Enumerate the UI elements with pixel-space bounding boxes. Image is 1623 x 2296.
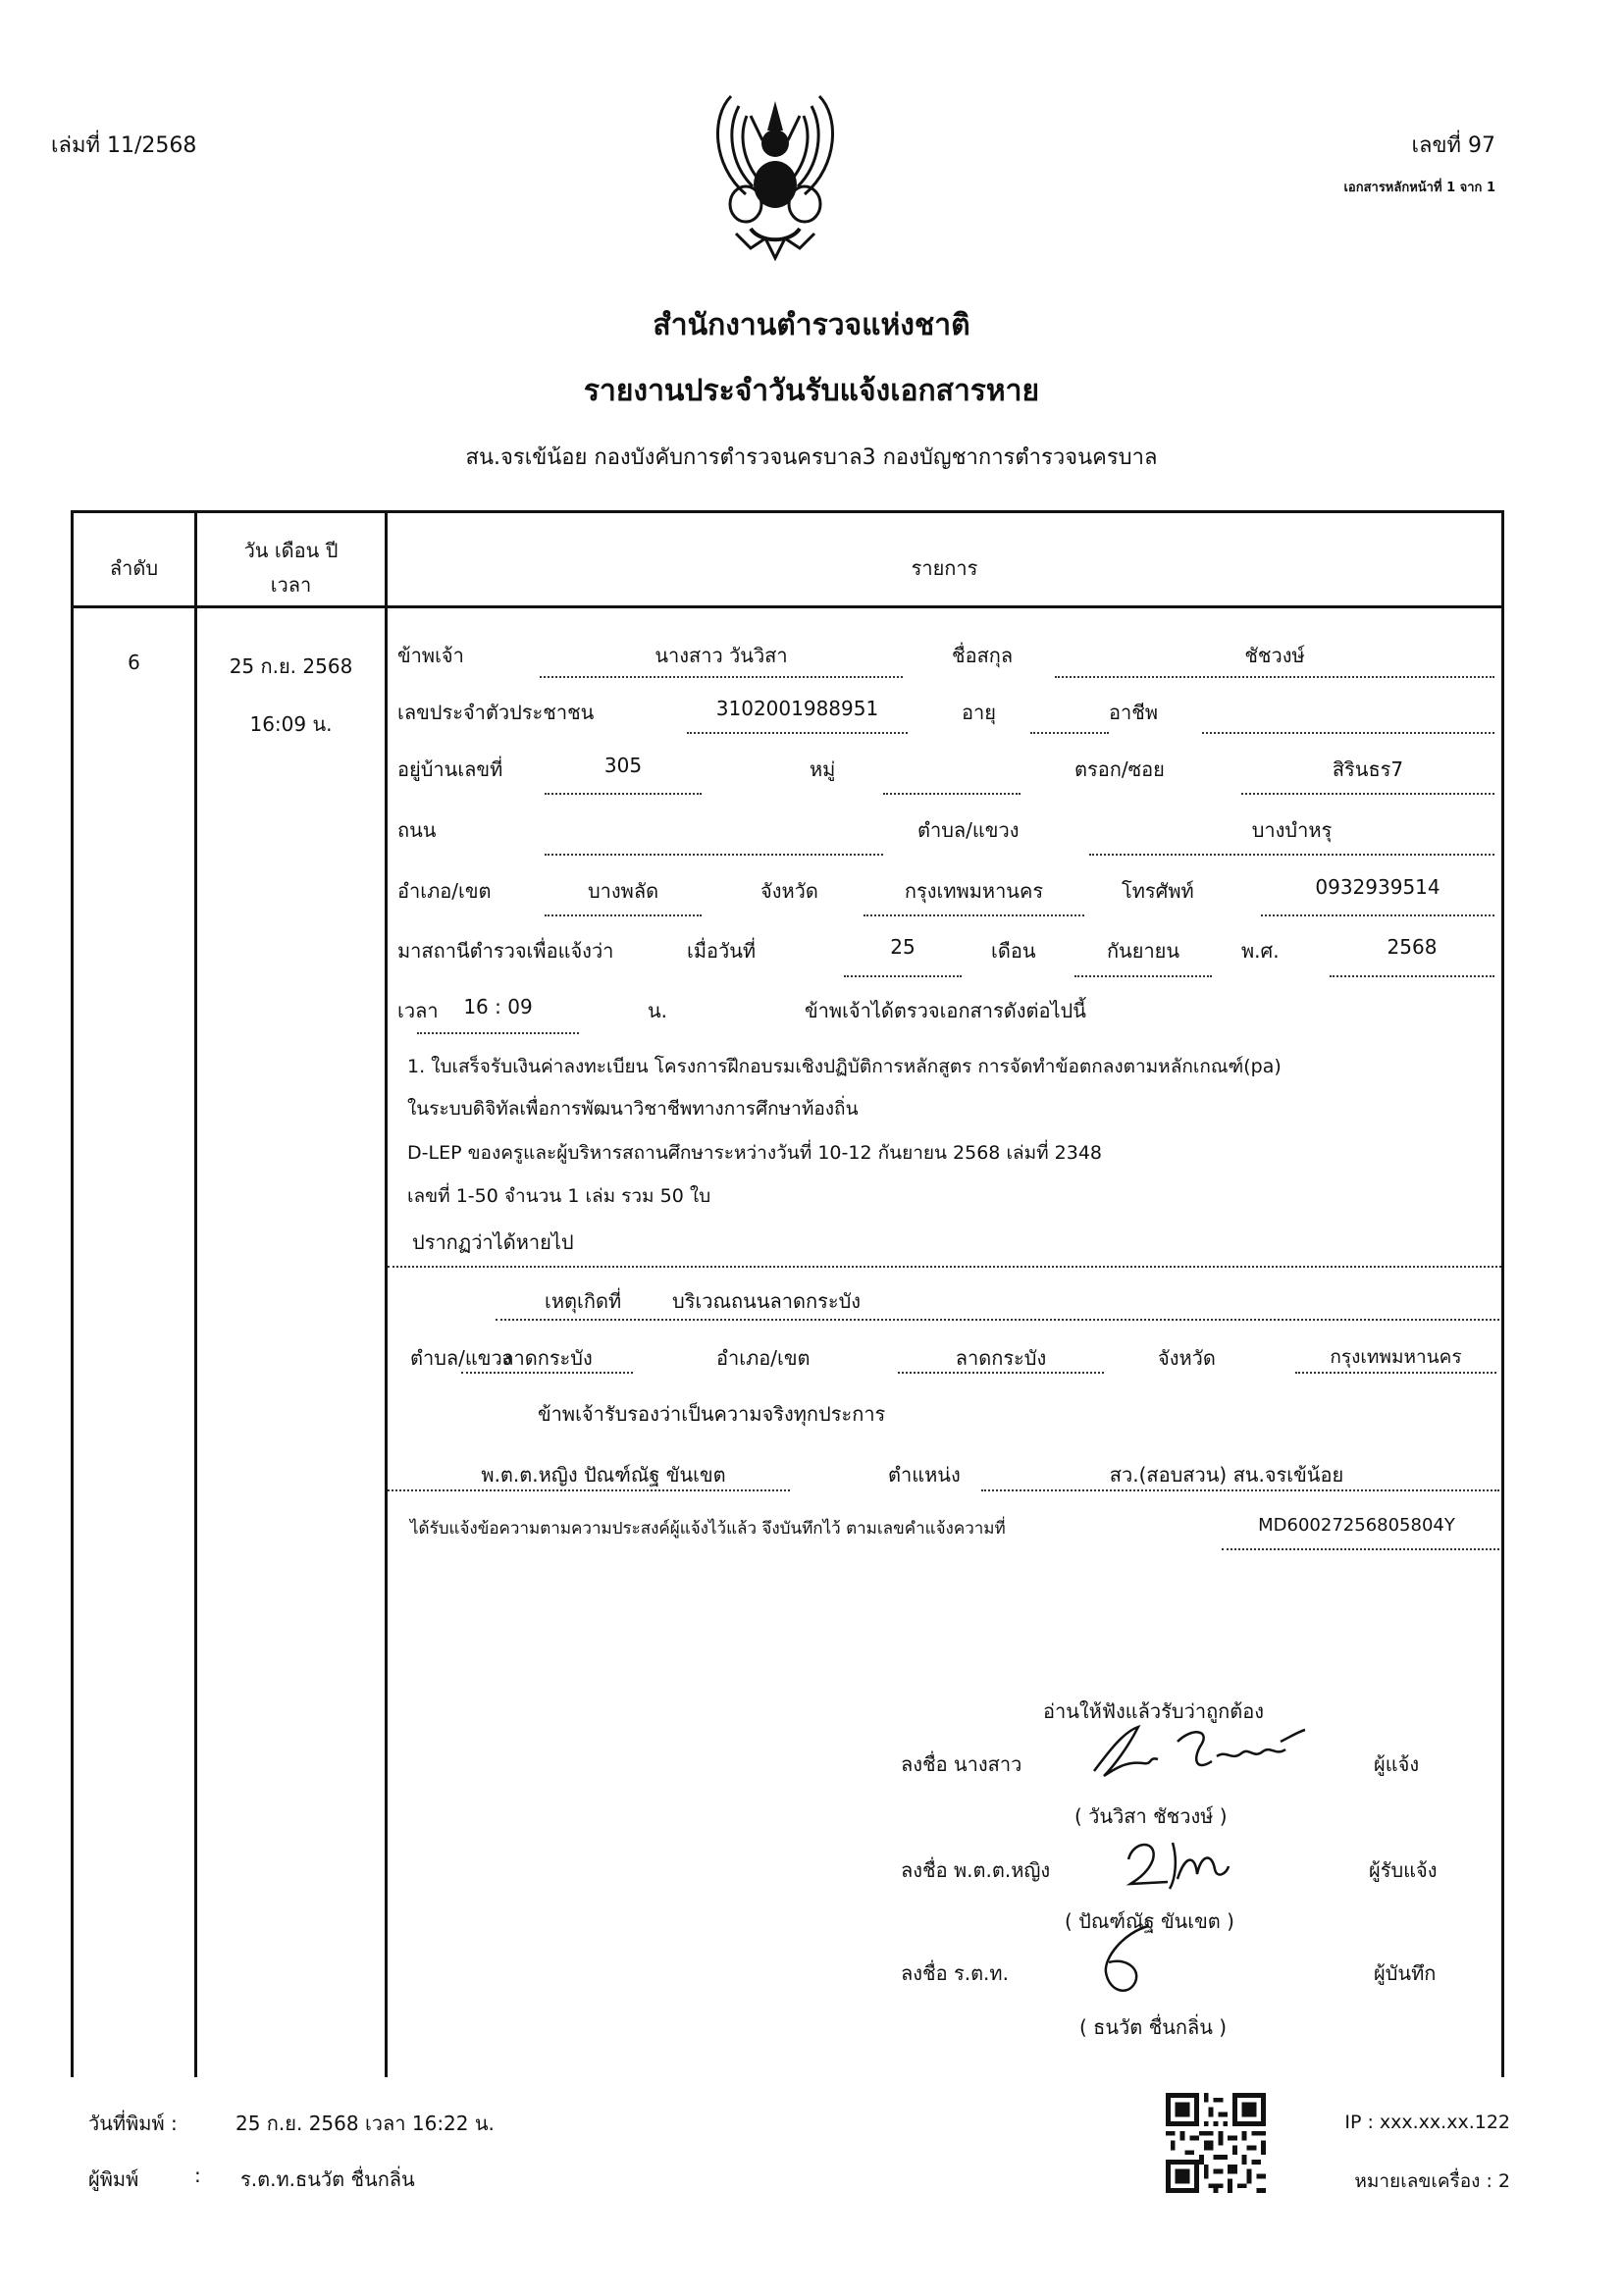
underline-surname bbox=[1055, 676, 1494, 678]
sig1-label: ลงชื่อ นางสาว bbox=[901, 1752, 1022, 1776]
underline-id bbox=[687, 732, 908, 734]
underline-time bbox=[417, 1032, 579, 1034]
machine-number: หมายเลขเครื่อง : 2 bbox=[1354, 2170, 1510, 2192]
label-on-date: เมื่อวันที่ bbox=[687, 939, 757, 963]
item-line: D-LEP ของครูและผู้บริหารสถานศึกษาระหว่างวันที่ 10-12 กันยายน 2568 เล่มที่ 2348 bbox=[407, 1142, 1103, 1164]
label-position: ตำแหน่ง bbox=[888, 1463, 961, 1487]
signature-1-icon bbox=[1084, 1722, 1320, 1781]
printer-separator: : bbox=[194, 2164, 201, 2187]
lost-text: ปรากฏว่าได้หายไป bbox=[412, 1230, 574, 1254]
divider-dotted bbox=[388, 1266, 1501, 1268]
field-subdistrict: บางบำหรุ bbox=[1251, 818, 1333, 842]
field-inc-province: กรุงเทพมหานคร bbox=[1330, 1346, 1462, 1368]
book-number: เล่มที่ 11/2568 bbox=[51, 133, 197, 158]
label-time: เวลา bbox=[397, 999, 439, 1022]
underline-road bbox=[545, 854, 883, 856]
underline-name bbox=[540, 676, 903, 678]
field-officer: พ.ต.ต.หญิง ปัณฑ์ณัฐ ขันเขต bbox=[481, 1463, 726, 1487]
field-month: กันยายน bbox=[1106, 939, 1180, 963]
print-date-label: วันที่พิมพ์ : bbox=[88, 2112, 178, 2135]
printer-name: ร.ต.ท.ธนวัต ชื่นกลิ่น bbox=[240, 2167, 415, 2191]
field-id-number: 3102001988951 bbox=[715, 697, 879, 720]
field-soi: สิรินธร7 bbox=[1332, 757, 1404, 781]
label-inc-province: จังหวัด bbox=[1158, 1346, 1216, 1370]
field-inc-district: ลาดกระบัง bbox=[955, 1346, 1047, 1370]
underline-position bbox=[981, 1489, 1499, 1491]
row-seq: 6 bbox=[128, 651, 140, 674]
label-phone: โทรศัพท์ bbox=[1122, 879, 1194, 903]
underline-subdistrict bbox=[1089, 854, 1494, 856]
label-year: พ.ศ. bbox=[1241, 939, 1280, 963]
table-col-divider-1 bbox=[194, 510, 197, 2077]
signature-2-icon bbox=[1119, 1835, 1266, 1894]
label-house: อยู่บ้านเลขที่ bbox=[397, 757, 503, 781]
item-line: เลขที่ 1-50 จำนวน 1 เล่ม รวม 50 ใบ bbox=[407, 1185, 711, 1207]
label-occupation: อาชีพ bbox=[1109, 701, 1158, 724]
underline-soi bbox=[1241, 793, 1494, 795]
underline-moo bbox=[883, 793, 1021, 795]
item-line: ในระบบดิจิทัลเพื่อการพัฒนาวิชาชีพทางการศึกษาท้องถิ่น bbox=[407, 1098, 859, 1120]
label-district: อำเภอ/เขต bbox=[397, 879, 492, 903]
field-incident-place: บริเวณถนนลาดกระบัง bbox=[672, 1289, 862, 1313]
underline-inc-district bbox=[898, 1372, 1104, 1374]
field-surname: ชัชวงษ์ bbox=[1244, 644, 1305, 667]
statement: ข้าพเจ้าได้ตรวจเอกสารดังต่อไปนี้ bbox=[805, 999, 1086, 1022]
label-inc-subdistrict: ตำบล/แขวง bbox=[410, 1346, 512, 1370]
certify-text: ข้าพเจ้ารับรองว่าเป็นความจริงทุกประการ bbox=[538, 1402, 886, 1426]
underline-year bbox=[1330, 975, 1494, 977]
signature-3-icon bbox=[1084, 1918, 1182, 1997]
table-top-border bbox=[71, 510, 1504, 513]
field-phone: 0932939514 bbox=[1315, 875, 1440, 899]
underline-district bbox=[545, 914, 702, 916]
field-time: 16 : 09 bbox=[463, 995, 533, 1018]
label-age: อายุ bbox=[962, 701, 996, 724]
report-title: รายงานประจำวันรับแจ้งเอกสารหาย bbox=[583, 374, 1040, 408]
field-position: สว.(สอบสวน) สน.จรเข้น้อย bbox=[1109, 1463, 1344, 1487]
header-seq: ลำดับ bbox=[109, 556, 159, 580]
field-day: 25 bbox=[890, 935, 916, 959]
sig2-label: ลงชื่อ พ.ต.ต.หญิง bbox=[901, 1858, 1051, 1882]
header-date-line2: เวลา bbox=[270, 573, 312, 597]
document-number: เลขที่ 97 bbox=[1411, 133, 1495, 158]
label-inc-district: อำเภอ/เขต bbox=[716, 1346, 811, 1370]
underline-report-no bbox=[1222, 1548, 1499, 1550]
field-year: 2568 bbox=[1387, 935, 1438, 959]
label-month: เดือน bbox=[991, 939, 1036, 963]
underline-province bbox=[864, 914, 1084, 916]
qr-code-icon bbox=[1166, 2093, 1266, 2193]
received-text: ได้รับแจ้งข้อความตามความประสงค์ผู้แจ้งไว้แล้ว จึงบันทึกไว้ ตามเลขคำแจ้งความที่ bbox=[410, 1519, 1006, 1539]
table-left-border bbox=[71, 510, 74, 2077]
sig3-role: ผู้บันทึก bbox=[1374, 1961, 1437, 1985]
garuda-emblem-icon bbox=[692, 77, 859, 263]
label-i: ข้าพเจ้า bbox=[397, 644, 464, 667]
underline-age bbox=[1030, 732, 1109, 734]
underline-officer bbox=[388, 1489, 790, 1491]
label-road: ถนน bbox=[397, 818, 437, 842]
sig3-label: ลงชื่อ ร.ต.ท. bbox=[901, 1961, 1009, 1985]
label-province: จังหวัด bbox=[760, 879, 818, 903]
printer-label: ผู้พิมพ์ bbox=[88, 2167, 139, 2191]
underline-occupation bbox=[1202, 732, 1494, 734]
sig2-role: ผู้รับแจ้ง bbox=[1369, 1858, 1438, 1882]
print-date: 25 ก.ย. 2568 เวลา 16:22 น. bbox=[236, 2112, 495, 2135]
underline-month bbox=[1074, 975, 1212, 977]
underline-incident bbox=[496, 1319, 1499, 1321]
underline-day bbox=[844, 975, 962, 977]
sig1-name: ( วันวิสา ชัชวงษ์ ) bbox=[1074, 1804, 1228, 1828]
row-time: 16:09 น. bbox=[249, 712, 333, 736]
item-line: 1. ใบเสร็จรับเงินค่าลงทะเบียน โครงการฝึกอบรมเชิงปฏิบัติการหลักสูตร การจัดทำข้อตกลงตามหลักเกณฑ์(pa) bbox=[407, 1056, 1282, 1077]
table-col-divider-2 bbox=[385, 510, 388, 2077]
agency-title: สำนักงานตำรวจแห่งชาติ bbox=[653, 308, 970, 342]
label-moo: หมู่ bbox=[810, 757, 836, 781]
page-info: เอกสารหลักหน้าที่ 1 จาก 1 bbox=[1343, 181, 1495, 195]
label-soi: ตรอก/ซอย bbox=[1074, 757, 1165, 781]
field-inc-subdistrict: ลาดกระบัง bbox=[501, 1346, 593, 1370]
row-date: 25 ก.ย. 2568 bbox=[229, 654, 353, 678]
label-id: เลขประจำตัวประชาชน bbox=[397, 701, 595, 724]
table-right-border bbox=[1501, 510, 1504, 2077]
underline-inc-province bbox=[1295, 1372, 1496, 1374]
header-date-line1: วัน เดือน ปี bbox=[243, 539, 339, 562]
label-time-unit: น. bbox=[648, 999, 668, 1022]
label-incident: เหตุเกิดที่ bbox=[545, 1289, 622, 1313]
label-subdistrict: ตำบล/แขวง bbox=[917, 818, 1020, 842]
underline-inc-subdistrict bbox=[461, 1372, 633, 1374]
field-district: บางพลัด bbox=[587, 879, 659, 903]
station-name: สน.จรเข้น้อย กองบังคับการตำรวจนครบาล3 กองบัญชาการตำรวจนครบาล bbox=[465, 445, 1158, 470]
field-house-no: 305 bbox=[603, 754, 643, 777]
ip-address: IP : xxx.xx.xx.122 bbox=[1344, 2112, 1510, 2133]
read-confirm: อ่านให้ฟังแล้วรับว่าถูกต้อง bbox=[1043, 1699, 1265, 1723]
field-province: กรุงเทพมหานคร bbox=[904, 879, 1044, 903]
field-report-no: MD60027256805804Y bbox=[1258, 1515, 1455, 1536]
label-surname: ชื่อสกุล bbox=[952, 644, 1014, 667]
underline-phone bbox=[1261, 914, 1494, 916]
table-header-divider bbox=[71, 605, 1504, 608]
underline-house bbox=[545, 793, 702, 795]
header-details: รายการ bbox=[911, 556, 978, 580]
sig2-name: ( ปัณฑ์ณัฐ ขันเขต ) bbox=[1065, 1909, 1234, 1933]
field-name: นางสาว วันวิสา bbox=[654, 644, 788, 667]
sig3-name: ( ธนวัต ชื่นกลิ่น ) bbox=[1079, 2015, 1228, 2039]
label-came: มาสถานีตำรวจเพื่อแจ้งว่า bbox=[397, 939, 614, 963]
sig1-role: ผู้แจ้ง bbox=[1374, 1752, 1420, 1776]
